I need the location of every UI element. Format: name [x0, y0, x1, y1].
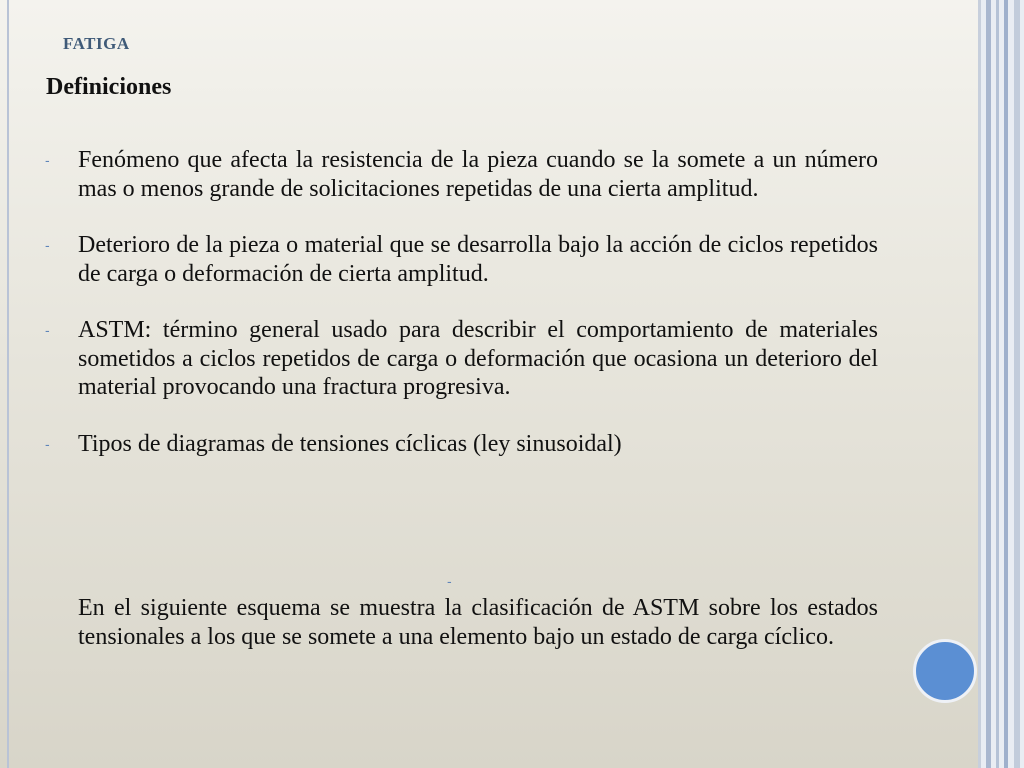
- decorative-circle-icon: [913, 639, 977, 703]
- bullet-text: Tipos de diagramas de tensiones cíclicas (ley sinusoidal): [78, 430, 622, 457]
- definition-list: [45, 146, 878, 486]
- bullet-dash-icon: -: [45, 152, 50, 168]
- closing-paragraph: En el siguiente esquema se muestra la clasificación de ASTM sobre los estados tensionales a los que se somete a una elemento bajo un estado de carga cíclico.: [78, 595, 878, 650]
- bullet-text: ASTM: término general usado para describir el comportamiento de materiales sometidos a ciclos repetidos de carga o deformación que ocasiona un deterioro del material provocando una fractura progresiva.: [78, 317, 878, 400]
- decorative-stripe: [1014, 0, 1020, 768]
- bullet-dash-icon: -: [45, 237, 50, 253]
- list-item: [45, 316, 878, 402]
- left-border-line: [7, 0, 9, 768]
- bullet-text: Fenómeno que afecta la resistencia de la pieza cuando se la somete a un número mas o menos grande de solicitaciones repetidas de una cierta amplitud.: [78, 147, 878, 202]
- decorative-stripe: [986, 0, 991, 768]
- bullet-text: Deterioro de la pieza o material que se desarrolla bajo la acción de ciclos repetidos de carga o deformación de cierta amplitud.: [78, 232, 878, 287]
- decorative-stripe: [1004, 0, 1008, 768]
- bullet-dash-icon: -: [45, 435, 50, 452]
- decorative-stripe: [978, 0, 981, 768]
- decorative-stripe: [996, 0, 999, 768]
- list-item: [45, 430, 878, 459]
- slide-title: FATIGA: [63, 34, 130, 53]
- list-item: [45, 146, 878, 203]
- centered-dash-icon: -: [447, 573, 452, 589]
- list-item: [45, 231, 878, 288]
- bullet-dash-icon: -: [45, 322, 50, 338]
- section-heading: Definiciones: [46, 74, 172, 100]
